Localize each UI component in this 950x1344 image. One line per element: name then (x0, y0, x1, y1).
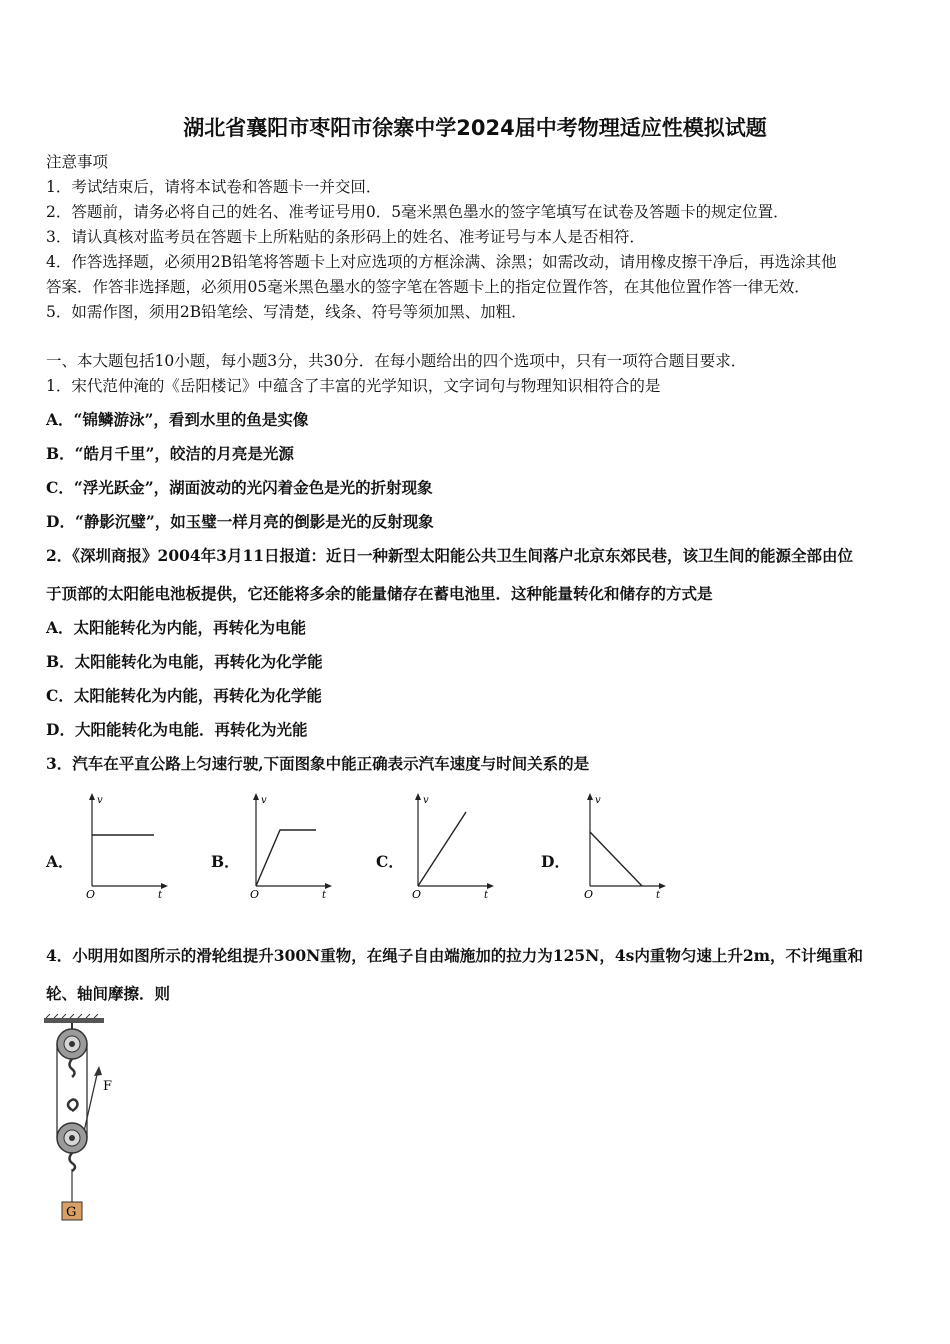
axis-v-label: v (97, 795, 103, 806)
origin-label: O (412, 888, 422, 901)
graph-b (246, 790, 336, 902)
notice-item: 1．考试结束后，请将本试卷和答题卡一并交回． (46, 178, 382, 196)
q2-option-a: A．太阳能转化为内能，再转化为电能 (46, 618, 307, 637)
axis-v-label: v (261, 795, 267, 806)
graph-c-line (418, 812, 466, 886)
pulley-diagram (38, 1014, 128, 1230)
axis-t-label: t (656, 890, 661, 901)
question-2-stem: 2．《深圳商报》2004年3月11日报道：近日一种新型太阳能公共卫生间落户北京东郊民巷，该卫生间的能源全部由位 (46, 546, 854, 565)
q1-option-c: C．“浮光跃金”，湖面波动的光闪着金色是光的折射现象 (46, 478, 433, 497)
weight-label: G (66, 1205, 77, 1220)
question-3-stem: 3．汽车在平直公路上匀速行驶,下面图象中能正确表示汽车速度与时间关系的是 (46, 754, 590, 773)
q2-option-d: D．大阳能转化为电能．再转化为光能 (46, 720, 308, 739)
q1-option-b: B．“皓月千里”，皎洁的月亮是光源 (46, 444, 294, 463)
q3-option-c-label: C． (376, 852, 404, 871)
axis-v-label: v (595, 795, 601, 806)
graph-c (408, 790, 498, 902)
origin-label: O (584, 888, 594, 901)
page-title: 湖北省襄阳市枣阳市徐寨中学2024届中考物理适应性模拟试题 (183, 116, 767, 140)
q3-option-a-label: A． (46, 852, 74, 871)
q1-option-d: D．“静影沉璧”，如玉璧一样月亮的倒影是光的反射现象 (46, 512, 434, 531)
q3-option-d-label: D． (541, 852, 570, 871)
axis-v-label: v (423, 795, 429, 806)
graph-a (82, 790, 172, 902)
axis-t-label: t (158, 890, 163, 901)
q1-option-a: A．“锦鳞游泳”，看到水里的鱼是实像 (46, 410, 309, 429)
q3-option-b-label: B． (211, 852, 240, 871)
origin-label: O (86, 888, 96, 901)
question-2-stem-cont: 于顶部的太阳能电池板提供，它还能将多余的能量储存在蓄电池里．这种能量转化和储存的方式是 (46, 584, 713, 603)
section-heading: 一、本大题包括10小题，每小题3分，共30分．在每小题给出的四个选项中，只有一项符合题目要求． (46, 352, 747, 370)
force-label: F (103, 1079, 113, 1094)
question-4-stem: 4．小明用如图所示的滑轮组提升300N重物，在绳子自由端施加的拉力为125N，4s内重物匀速上升2m，不计绳重和 (46, 946, 864, 965)
notice-item: 4．作答选择题，必须用2B铅笔将答题卡上对应选项的方框涂满、涂黑；如需改动，请用橡皮擦干净后，再选涂其他 (46, 253, 837, 271)
graph-d-line (590, 832, 642, 886)
notice-item: 5．如需作图，须用2B铅笔绘、写清楚，线条、符号等须加黑、加粗． (46, 303, 527, 321)
q2-option-c: C．太阳能转化为内能，再转化为化学能 (46, 686, 322, 705)
axis-t-label: t (322, 890, 327, 901)
graph-d (580, 790, 670, 902)
q2-option-b: B．太阳能转化为电能，再转化为化学能 (46, 652, 323, 671)
notice-item: 答案．作答非选择题，必须用05毫米黑色墨水的签字笔在答题卡上的指定位置作答，在其他位置作答一律无效． (46, 278, 810, 296)
axis-t-label: t (484, 890, 489, 901)
question-4-stem-cont: 轮、轴间摩擦．则 (46, 984, 171, 1003)
notice-item: 2．答题前，请务必将自己的姓名、准考证号用0．5毫米黑色墨水的签字笔填写在试卷及答题卡的规定位置． (46, 203, 789, 221)
question-1-stem: 1．宋代范仲淹的《岳阳楼记》中蕴含了丰富的光学知识，文字词句与物理知识相符合的是 (46, 377, 661, 395)
notice-heading: 注意事项 (46, 153, 109, 171)
ceiling (44, 1018, 104, 1023)
notice-item: 3．请认真核对监考员在答题卡上所粘贴的条形码上的姓名、准考证号与本人是否相符． (46, 228, 645, 246)
graph-b-line (256, 830, 316, 886)
origin-label: O (250, 888, 260, 901)
